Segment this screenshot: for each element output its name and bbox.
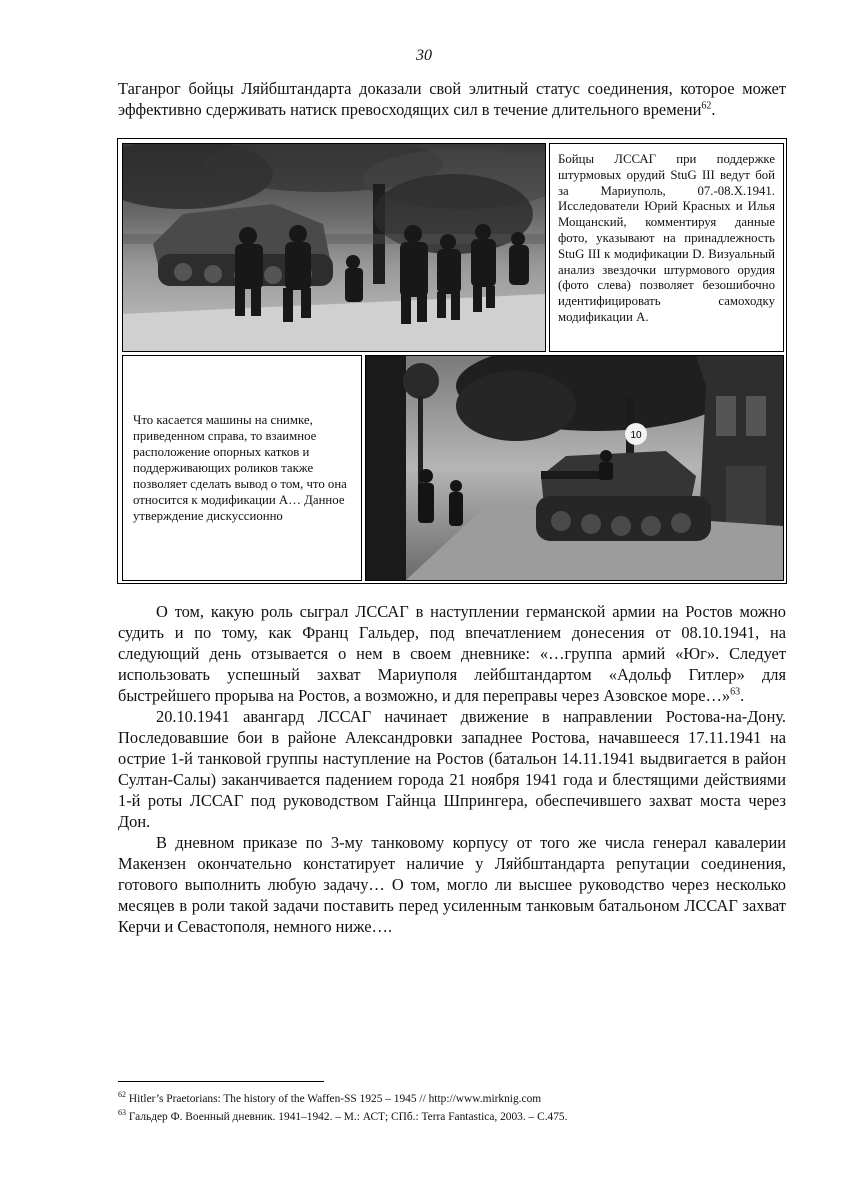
photo-figure [117,138,787,584]
footnote-separator [118,1081,324,1082]
page-number: 30 [416,47,432,64]
intro-paragraph: Таганрог бойцы Ляйбштандарта доказали свой элитный статус соединения, которое может эффективно сдерживать натиск превосходящих сил в течение длительного времени$^{62}$. [118,79,786,119]
footnote-62-number: 62 [118,1090,126,1099]
footnote-ref-62[interactable]: 62 [701,100,712,112]
footnote-63-text: Гальдер Ф. Военный дневник. 1941–1942. – М.: АСТ; СПб.: Terra Fantastica, 2003. – С.475. [128,1110,568,1123]
footnote-ref-63[interactable]: 63 [730,686,741,698]
photo-stug-in-street [365,355,784,581]
paragraph-rostov: 20.10.1941 авангард ЛССАГ начинает движение в направлении Ростова-на-Дону. Последовавшие бои в районе Александровки западнее Ростова, начавшееся 17.11.1941 на острие 1-й танковой группы наступление на Ростов (батальон 14.11.1941 выдвигается в район Султан-Салы) заканчивается падением города 21 ноября 1941 года и блестящими действиями 1-й роты ЛССАГ под руководством Гайнца Шпрингера, обеспечившего захват моста через Дон. [118,707,786,831]
footnote-62-text: Hitler’s Praetorians: The history of the Waffen-SS 1925 – 1945 // http://www.mirknig.com [128,1092,542,1105]
caption-bottom-left-text: Что касается машины на снимке, приведенном справа, то взаимное расположение опорных катков и поддерживающих роликов также позволяет сделать вывод о том, что она относится к модификации А… Данное утверждение дискуссионно [133,413,347,523]
main-text [118,601,786,937]
tank-number-marking: 10 [630,430,642,441]
paragraph-mackensen: В дневном приказе по 3-му танковому корпусу от того же числа генерал кавалерии Макензен окончательно констатирует наличие у Ляйбштандарта репутации соединения, готового выполнить любую задачу… О том, могло ли высшее руководство через несколько месяцев в роли такой задачи поставить перед усиленным танковым батальоном ЛССАГ захват Керчи и Севастополя, немного ниже…. [118,833,786,936]
caption-top-right: Бойцы ЛССАГ при поддержке штурмовых орудий StuG III ведут бой за Мариуполь, 07.-08.X.1941. Исследователи Юрий Красных и Илья Мощанский, комментируя данные фото, указывают на принадлежность StuG III к модификации D. Визуальный анализ звездочки штурмового орудия (фото слева) позволяет безошибочно идентифицировать самоходку модификации А. [549,143,784,352]
intro-text: Таганрог бойцы Ляйбштандарта доказали свой элитный статус соединения, которое может эффективно сдерживать натиск превосходящих сил в течение длительного времени [118,79,786,119]
paragraph-halder-text: О том, какую роль сыграл ЛССАГ в наступлении германской армии на Ростов можно судить и по тому, как Франц Гальдер, под впечатлением донесения от 08.10.1941, на следующий день отзывается о нем в своем дневнике: «…группа армий «Юг». Следует использовать успешный захват Мариуполя лейбштандартом «Адольф Гитлер» для быстрейшего прорыва на Ростов, а возможно, и для переправы через Азовское море…» [118,602,786,705]
paragraph-halder: О том, какую роль сыграл ЛССАГ в наступлении германской армии на Ростов можно судить и по тому, как Франц Гальдер, под впечатлением донесения от 08.10.1941, на следующий день отзывается о нем в своем дневнике: «…группа армий «Юг». Следует использовать успешный захват Мариуполя лейбштандартом «Адольф Гитлер» для быстрейшего прорыва на Ростов, а возможно, и для переправы через Азовское море…»$^{63}$. [118,602,786,705]
photo-stug-street-image [366,356,783,580]
footnote-63 [118,1106,786,1124]
footnotes [118,1088,786,1124]
photo-infantry-image [123,144,545,351]
caption-bottom-left [122,355,362,581]
photo-infantry-with-stug [122,143,546,352]
footnote-63-number: 63 [118,1107,126,1117]
footnote-62 [118,1088,786,1106]
